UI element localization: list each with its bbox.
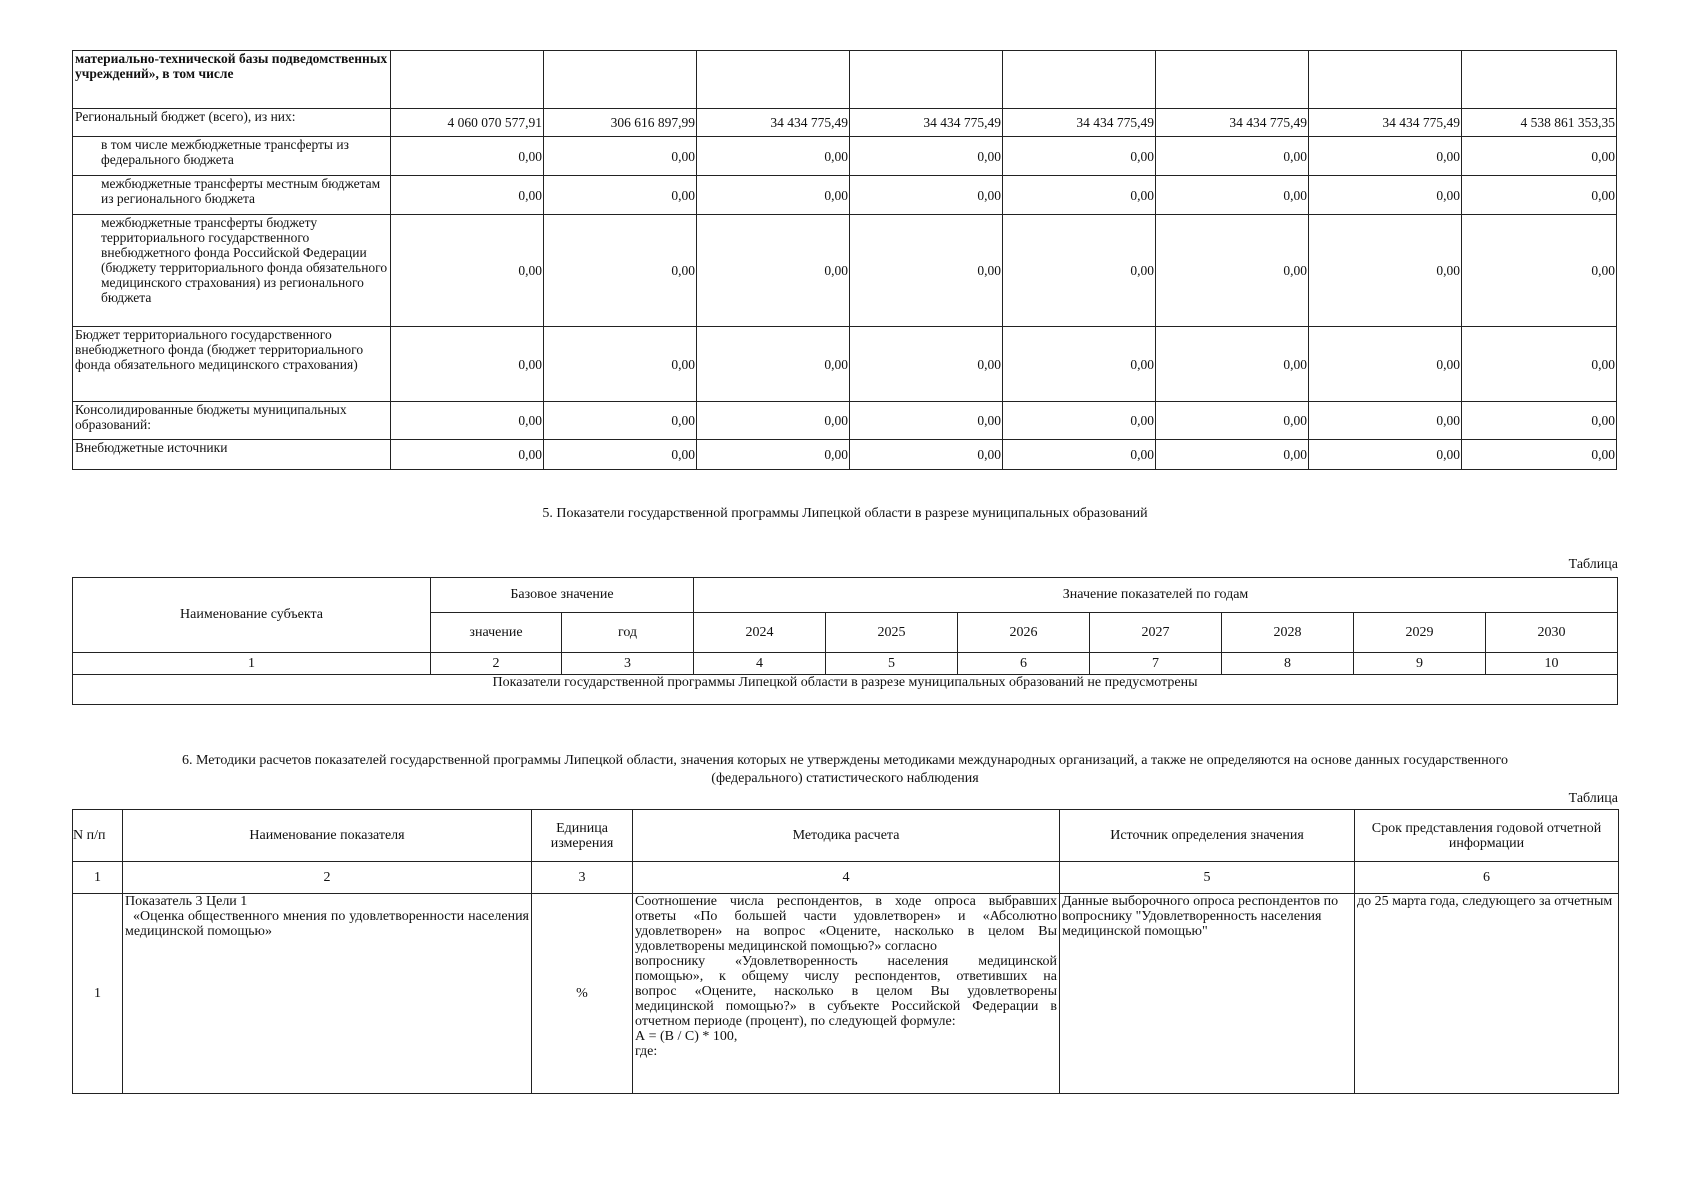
header-base-value: Базовое значение bbox=[431, 578, 694, 613]
indicator-name-line: Показатель 3 Цели 1 bbox=[125, 894, 248, 909]
table-header-row bbox=[73, 578, 1618, 613]
cell-value: 0,00 bbox=[544, 137, 697, 176]
header-year-cell: 2030 bbox=[1486, 613, 1618, 653]
table-row bbox=[73, 51, 1617, 109]
indicator-name-line: «Оценка общественного мнения по удовлетворенности населения медицинской помощью» bbox=[125, 909, 529, 939]
cell-value: 0,00 bbox=[544, 402, 697, 440]
cell-value: 0,00 bbox=[391, 215, 544, 327]
method-line: медицинской помощью?» в субъекте Российской Федерации в bbox=[635, 999, 1057, 1014]
header-number: N п/п bbox=[73, 810, 123, 862]
cell-value: 0,00 bbox=[1003, 402, 1156, 440]
cell-value: 0,00 bbox=[1309, 327, 1462, 402]
cell-value: 0,00 bbox=[697, 176, 850, 215]
cell-value: 0,00 bbox=[1156, 137, 1309, 176]
method-line: удовлетворен» на вопрос «Оцените, насколько в целом Вы bbox=[635, 924, 1057, 939]
cell-value: 0,00 bbox=[697, 215, 850, 327]
cell-value: 0,00 bbox=[1309, 402, 1462, 440]
cell-value: 0,00 bbox=[391, 402, 544, 440]
source-text: Данные выборочного опроса респондентов по вопроснику "Удовлетворенность населения медицинской помощью" bbox=[1060, 894, 1355, 1094]
cell-value: 0,00 bbox=[850, 176, 1003, 215]
header-indicator-name: Наименование показателя bbox=[123, 810, 532, 862]
row-label: межбюджетные трансферты бюджету территориального государственного внебюджетного фонда Российской Федерации (бюджету территориального фонда обязательного медицинского страхования) из регионального бюджета bbox=[73, 215, 391, 327]
cell-value: 0,00 bbox=[1462, 176, 1617, 215]
method-text bbox=[633, 894, 1060, 1094]
cell-value: 0,00 bbox=[1003, 176, 1156, 215]
table-row bbox=[73, 327, 1617, 402]
cell-value: 0,00 bbox=[1462, 215, 1617, 327]
header-subject: Наименование субъекта bbox=[73, 578, 431, 653]
cell-value: 0,00 bbox=[391, 137, 544, 176]
cell-value: 0,00 bbox=[1462, 402, 1617, 440]
column-number: 1 bbox=[73, 862, 123, 894]
column-number: 2 bbox=[431, 653, 562, 675]
budget-table bbox=[72, 50, 1617, 470]
row-label: Региональный бюджет (всего), из них: bbox=[73, 109, 391, 137]
cell-value: 0,00 bbox=[391, 440, 544, 470]
section6-title-line: 6. Методики расчетов показателей государственной программы Липецкой области, значения которых не утверждены методиками международных организаций, а также не определяются на основе данных государственного bbox=[181, 753, 1509, 768]
column-number-row bbox=[73, 862, 1619, 894]
cell-value: 0,00 bbox=[1003, 440, 1156, 470]
row-label: межбюджетные трансферты местным бюджетам из регионального бюджета bbox=[73, 176, 391, 215]
header-method: Методика расчета bbox=[633, 810, 1060, 862]
header-year-cell: 2028 bbox=[1222, 613, 1354, 653]
column-number: 6 bbox=[1355, 862, 1619, 894]
row-label: в том числе межбюджетные трансферты из федерального бюджета bbox=[73, 137, 391, 176]
column-number: 4 bbox=[694, 653, 826, 675]
cell-value: 0,00 bbox=[1462, 440, 1617, 470]
cell-value: 0,00 bbox=[1003, 215, 1156, 327]
table-row bbox=[73, 675, 1618, 705]
municipal-indicators-table bbox=[72, 577, 1618, 705]
row-number: 1 bbox=[73, 894, 123, 1094]
header-unit: Единица измерения bbox=[532, 810, 633, 862]
method-line: отчетном периоде (процент), по следующей формуле: bbox=[635, 1014, 956, 1029]
column-number: 10 bbox=[1486, 653, 1618, 675]
cell-value bbox=[1156, 51, 1309, 109]
column-number: 2 bbox=[123, 862, 532, 894]
indicator-name bbox=[123, 894, 532, 1094]
cell-value: 0,00 bbox=[1156, 402, 1309, 440]
cell-value: 0,00 bbox=[697, 402, 850, 440]
column-number: 5 bbox=[826, 653, 958, 675]
header-year-cell: 2025 bbox=[826, 613, 958, 653]
table-row bbox=[73, 402, 1617, 440]
cell-value: 34 434 775,49 bbox=[850, 109, 1003, 137]
cell-value: 0,00 bbox=[697, 137, 850, 176]
header-year-cell: 2027 bbox=[1090, 613, 1222, 653]
column-number: 3 bbox=[532, 862, 633, 894]
cell-value bbox=[391, 51, 544, 109]
table-row bbox=[73, 440, 1617, 470]
column-number: 3 bbox=[562, 653, 694, 675]
cell-value: 0,00 bbox=[391, 327, 544, 402]
cell-value: 0,00 bbox=[391, 176, 544, 215]
cell-value: 0,00 bbox=[544, 176, 697, 215]
cell-value: 34 434 775,49 bbox=[1309, 109, 1462, 137]
table-row bbox=[73, 137, 1617, 176]
cell-value bbox=[697, 51, 850, 109]
cell-value bbox=[850, 51, 1003, 109]
table-label: Таблица bbox=[1568, 557, 1618, 572]
methodology-table bbox=[72, 809, 1619, 1094]
cell-value bbox=[1309, 51, 1462, 109]
cell-value: 306 616 897,99 bbox=[544, 109, 697, 137]
cell-value: 0,00 bbox=[1309, 176, 1462, 215]
table-row bbox=[73, 215, 1617, 327]
method-line: вопрос «Оцените, насколько в целом Вы удовлетворены bbox=[635, 984, 1057, 999]
cell-value: 0,00 bbox=[1462, 327, 1617, 402]
cell-value: 0,00 bbox=[1156, 440, 1309, 470]
header-year: год bbox=[562, 613, 694, 653]
cell-value: 0,00 bbox=[544, 440, 697, 470]
cell-value: 34 434 775,49 bbox=[697, 109, 850, 137]
table-row bbox=[73, 894, 1619, 1094]
cell-value: 0,00 bbox=[697, 327, 850, 402]
header-values-by-year: Значение показателей по годам bbox=[694, 578, 1618, 613]
table-header-row bbox=[73, 810, 1619, 862]
cell-value: 0,00 bbox=[697, 440, 850, 470]
method-line: ответы «По большей части удовлетворен» и «Абсолютно bbox=[635, 909, 1057, 924]
cell-value: 4 538 861 353,35 bbox=[1462, 109, 1617, 137]
cell-value bbox=[544, 51, 697, 109]
table-row bbox=[73, 109, 1617, 137]
column-number: 6 bbox=[958, 653, 1090, 675]
cell-value: 0,00 bbox=[850, 327, 1003, 402]
row-label: Бюджет территориального государственного внебюджетного фонда (бюджет территориального фонда обязательного медицинского страхования) bbox=[73, 327, 391, 402]
table-label: Таблица bbox=[1568, 791, 1618, 806]
column-number: 8 bbox=[1222, 653, 1354, 675]
method-line: А = (В / С) * 100, bbox=[635, 1029, 738, 1044]
header-source: Источник определения значения bbox=[1060, 810, 1355, 862]
cell-value: 0,00 bbox=[850, 137, 1003, 176]
deadline-text: до 25 марта года, следующего за отчетным bbox=[1355, 894, 1619, 1094]
column-number-row bbox=[73, 653, 1618, 675]
method-line: где: bbox=[635, 1044, 658, 1059]
method-line: удовлетворены медицинской помощью?» согласно bbox=[635, 939, 937, 954]
cell-value: 34 434 775,49 bbox=[1003, 109, 1156, 137]
method-line: помощью», к общему числу респондентов, ответивших на bbox=[635, 969, 1057, 984]
cell-value: 34 434 775,49 bbox=[1156, 109, 1309, 137]
cell-value: 0,00 bbox=[850, 402, 1003, 440]
section5-title: 5. Показатели государственной программы Липецкой области в разрезе муниципальных образований bbox=[542, 506, 1148, 521]
cell-value bbox=[1462, 51, 1617, 109]
header-value: значение bbox=[431, 613, 562, 653]
header-year-cell: 2029 bbox=[1354, 613, 1486, 653]
column-number: 9 bbox=[1354, 653, 1486, 675]
cell-value: 0,00 bbox=[1462, 137, 1617, 176]
section6-title-line: (федерального) статистического наблюдения bbox=[711, 771, 979, 786]
no-indicators-note: Показатели государственной программы Липецкой области в разрезе муниципальных образований не предусмотрены bbox=[73, 675, 1618, 705]
header-year-cell: 2026 bbox=[958, 613, 1090, 653]
row-label: Внебюджетные источники bbox=[73, 440, 391, 470]
cell-value: 4 060 070 577,91 bbox=[391, 109, 544, 137]
column-number: 1 bbox=[73, 653, 431, 675]
section6-title bbox=[72, 752, 1618, 788]
cell-value bbox=[1003, 51, 1156, 109]
cell-value: 0,00 bbox=[1309, 137, 1462, 176]
cell-value: 0,00 bbox=[1156, 215, 1309, 327]
column-number: 5 bbox=[1060, 862, 1355, 894]
row-label: Консолидированные бюджеты муниципальных образований: bbox=[73, 402, 391, 440]
row-label: материально-технической базы подведомственных учреждений», в том числе bbox=[73, 51, 391, 109]
column-number: 7 bbox=[1090, 653, 1222, 675]
unit-value: % bbox=[532, 894, 633, 1094]
column-number: 4 bbox=[633, 862, 1060, 894]
cell-value: 0,00 bbox=[544, 215, 697, 327]
method-line: Соотношение числа респондентов, в ходе опроса выбравших bbox=[635, 894, 1057, 909]
cell-value: 0,00 bbox=[850, 215, 1003, 327]
header-year-cell: 2024 bbox=[694, 613, 826, 653]
cell-value: 0,00 bbox=[1156, 327, 1309, 402]
cell-value: 0,00 bbox=[544, 327, 697, 402]
header-deadline: Срок представления годовой отчетной информации bbox=[1355, 810, 1619, 862]
cell-value: 0,00 bbox=[1003, 327, 1156, 402]
cell-value: 0,00 bbox=[1309, 440, 1462, 470]
cell-value: 0,00 bbox=[850, 440, 1003, 470]
cell-value: 0,00 bbox=[1003, 137, 1156, 176]
table-row bbox=[73, 176, 1617, 215]
cell-value: 0,00 bbox=[1156, 176, 1309, 215]
method-line: вопроснику «Удовлетворенность населения медицинской bbox=[635, 954, 1057, 969]
cell-value: 0,00 bbox=[1309, 215, 1462, 327]
